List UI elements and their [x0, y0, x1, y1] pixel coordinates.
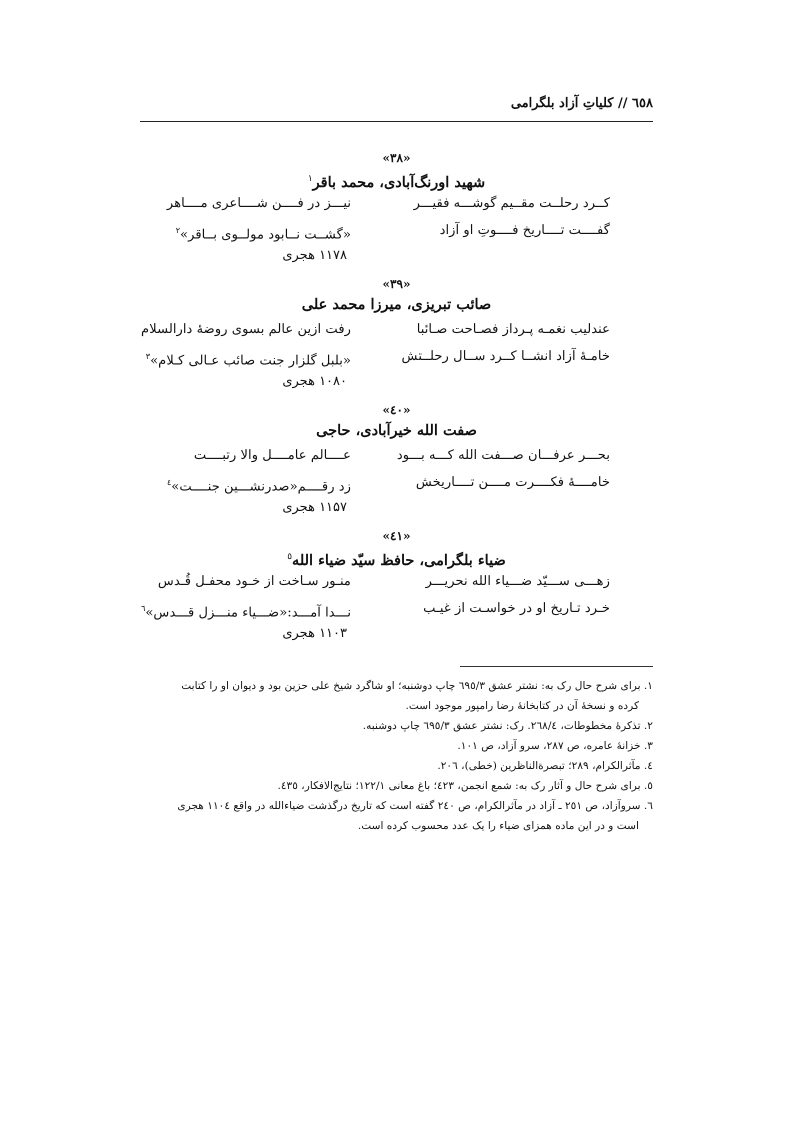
- footnote-text: ۱. برای شرح حال رک به: نشتر عشق ٦۹٥/۳ چاپ دوشنبه؛ او شاگرد شیخ علی حزین بود و دیوان او را کتابت: [181, 680, 653, 692]
- verse-line: [140, 595, 653, 622]
- verse-hemistich-first: زهـــی ســـیّد ضـــیاء الله نحریـــر: [425, 574, 610, 589]
- entry-year: [140, 622, 653, 646]
- entry-name: [140, 168, 653, 190]
- page-number: ٦٥٨: [632, 96, 653, 111]
- footnote-continuation: [134, 816, 653, 836]
- footnote-ref: ۳: [145, 352, 151, 361]
- verse-hemistich-first: خامـهٔ آزاد انشــا کــرد ســال رحلــتش: [401, 349, 610, 364]
- entry-39: [140, 276, 653, 394]
- entry-year-text: ۱۱۵۷ هجری: [282, 500, 347, 515]
- verse-hemistich-first: خـرد تـاریخ او در خواسـت از غیـب: [423, 601, 610, 616]
- footnote-ref: ٥: [287, 552, 293, 562]
- entry-38: [140, 150, 653, 268]
- entry-year: [140, 496, 653, 520]
- verse-line: [140, 190, 653, 217]
- entry-40: [140, 402, 653, 520]
- entry-name-text: صفت الله خیرآبادی، حاجی: [316, 422, 477, 439]
- entry-name: [140, 546, 653, 568]
- verse-line: [140, 568, 653, 595]
- entry-year: [140, 370, 653, 394]
- entry-41: [140, 528, 653, 646]
- entry-name-text: ضیاء بلگرامی، حافظ سیّد ضیاء الله: [292, 551, 506, 569]
- verse-line: [140, 316, 653, 343]
- verse-hemistich-first: کــرد رحلــت مقــیم گوشـــه فقیـــر: [413, 196, 610, 211]
- footnotes: [134, 676, 653, 836]
- footnote: [134, 736, 653, 756]
- entry-year-text: ۱۱۷۸ هجری: [282, 248, 347, 263]
- footnote: [134, 796, 653, 816]
- verse-hemistich-first: گفــــت تــــاریخ فــــوتِ او آزاد: [439, 223, 610, 238]
- footnote-rule: [460, 666, 653, 667]
- entry-year-text: ۱۰۸۰ هجری: [282, 374, 347, 389]
- footnote: [134, 756, 653, 776]
- verse-hemistich-text: زد رقــــم«صدرنشـــین جنــــت»: [171, 479, 351, 495]
- footnote-ref: ٤: [166, 478, 172, 487]
- verse-hemistich-second: نیـــز در فــــن شــــاعری مــــاهر: [166, 196, 351, 211]
- footnote-text: ۲. تذکرهٔ مخطوطات، ۲٦۸/٤. رک: نشتر عشق ٦۹٥/۳ چاپ دوشنبه.: [362, 720, 653, 732]
- running-header: [140, 96, 653, 111]
- footnote-text: ۳. خزانهٔ عامره، ص ۲۸۷، سرو آزاد، ص ۱۰۱.: [457, 740, 653, 752]
- verse-line: [140, 469, 653, 496]
- footnote-text: کرده و نسخهٔ آن در کتابخانهٔ رضا رامپور موجود است.: [405, 700, 639, 712]
- verse-hemistich-first: خامــــهٔ فکــــرت مــــن تــــاریخش: [415, 475, 610, 490]
- footnote: [134, 716, 653, 736]
- entry-number: «٤۱»: [382, 529, 411, 543]
- header-rule: [140, 121, 653, 122]
- footnote-text: ٥. برای شرح حال و آثار رک به: شمع انجمن، ٤۲۳؛ باغ معانی ۱۲۲/۱؛ نتایج‌الافکار، ٤۳٥.: [277, 780, 653, 792]
- verse-hemistich-first: عندلیب نغمـه پـرداز فصـاحت صـائبا: [416, 322, 610, 337]
- footnote-continuation: [134, 696, 653, 716]
- verse-hemistich-text: «گشــت نــابود مولــوی بــاقر»: [180, 227, 351, 243]
- entry-year-text: ۱۱۰۳ هجری: [282, 626, 347, 641]
- verse-hemistich-first: بحـــر عرفـــان صـــفت الله کـــه بـــود: [396, 448, 610, 463]
- book-title: کلیاتِ آزاد بلگرامی: [510, 96, 614, 111]
- entry-number: «٤۰»: [382, 403, 411, 417]
- verse-line: [140, 442, 653, 469]
- footnote-text: است و در این ماده همزای ضیاء را یک عدد محسوب کرده است.: [357, 820, 639, 832]
- verse-line: [140, 217, 653, 244]
- entry-number: «۳۹»: [382, 277, 411, 291]
- footnote: [134, 676, 653, 696]
- verse-hemistich-second: عــــالم عامــــل والا رتبــــت: [193, 448, 351, 463]
- verse-hemistich-text: «بلبل گلزار جنت صائب عـالی کـلام»: [150, 353, 351, 369]
- footnote-text: ٤. مآثرالکرام، ۲۸۹؛ تبصرةالناظرین (خطی)، ۲۰٦.: [437, 760, 653, 772]
- header-separator: //: [618, 96, 628, 111]
- entry-name-text: صائب تبریزی، میرزا محمد علی: [301, 296, 492, 313]
- entry-name-text: شهید اورنگ‌آبادی، محمد باقر: [312, 173, 486, 191]
- verse-hemistich-text: نـــدا آمـــد:«ضـــیاء منـــزل قـــدس»: [145, 605, 351, 621]
- entry-name: [140, 420, 653, 442]
- entry-name: [140, 294, 653, 316]
- entry-number: «۳۸»: [382, 151, 411, 165]
- verse-hemistich-second: رفت ازین عالم بسوی روضهٔ دارالسلام: [141, 322, 351, 337]
- footnote: [134, 776, 653, 796]
- footnote-ref: ۱: [307, 174, 313, 184]
- footnote-text: ٦. سروآزاد، ص ۲٥۱ ـ آزاد در مآثرالکرام، ص ۲٤۰ گفته است که تاریخ درگذشت ضیاءالله در واقع ۱۱۰٤ هجری: [177, 800, 653, 812]
- footnote-ref: ٦: [141, 604, 146, 613]
- verse-line: [140, 343, 653, 370]
- verse-hemistich-second: منـور سـاخت از خـود محفـل قُـدس: [157, 574, 351, 589]
- footnote-ref: ۲: [175, 226, 181, 235]
- entry-year: [140, 244, 653, 268]
